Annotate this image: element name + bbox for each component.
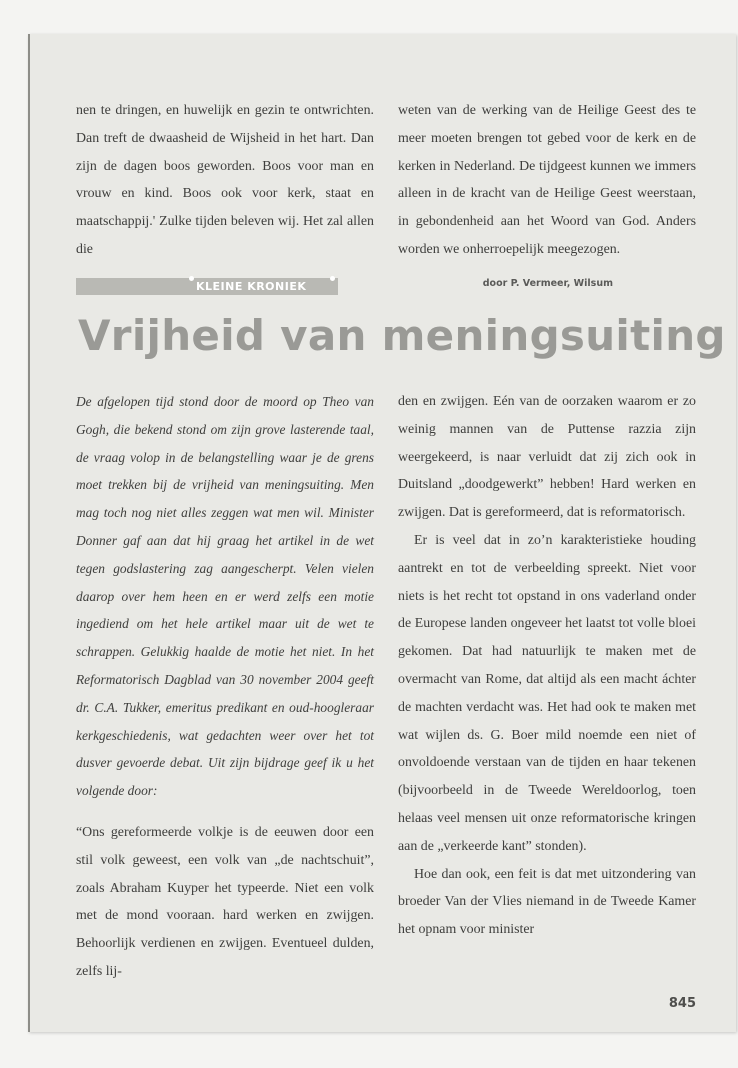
article-right-column — [398, 388, 696, 944]
author-byline: door P. Vermeer, Wilsum — [482, 278, 613, 289]
bullet-icon — [330, 276, 335, 281]
body-paragraph: den en zwijgen. Eén van de oorzaken waarom er zo weinig mannen van de Puttense razzia zijn weergekeerd, is naar verluidt dat zij zich ook in Duitsland „doodgewerkt” hebben! Hard werken en zwijgen. Dat is gereformeerd, dat is reformatorisch. — [398, 394, 696, 521]
top-right-column — [398, 97, 696, 264]
quote-paragraph: “Ons gereformeerde volkje is de eeuwen door een stil volk geweest, een volk van „de nachtschuit”, zoals Abraham Kuyper het typeerde. Niet een volk met de mond vooraan. hard werken en zwijgen. Behoorlijk verdienen en zwijgen. Eventueel dulden, zelfs lij- — [76, 824, 374, 979]
section-bar — [76, 278, 338, 295]
section-label: KLEINE KRONIEK — [196, 280, 307, 293]
article-headline: Vrijheid van meningsuiting — [78, 311, 726, 360]
bullet-icon — [189, 276, 194, 281]
article-left-column — [76, 388, 374, 986]
article-intro: De afgelopen tijd stond door de moord op Theo van Gogh, die bekend stond om zijn grove lasterende taal, de vraag volop in de belangstelling waar je de grens moet trekken bij de vrijheid van meningsuiting. Men mag toch nog niet alles zeggen wat men wil. Minister Donner gaf aan dat hij graag het artikel in de wet tegen godslastering zag aangescherpt. Velen vielen daarop over hem heen en er werd zelfs een motie ingediend om het hele artikel maar uit de wet te schrappen. Gelukkig haalde de motie het niet. In het Reformatorisch Dagblad van 30 november 2004 geeft dr. C.A. Tukker, emeritus predikant en oud-hoogleraar kerkgeschiedenis, wat gedachten weer over het tot dusver gevoerde debat. Uit zijn bijdrage geef ik u het volgende door: — [76, 394, 374, 799]
magazine-page — [28, 34, 736, 1032]
top-left-column — [76, 97, 374, 264]
body-paragraph: Er is veel dat in zo’n karakteristieke houding aantrekt en tot de verbeelding spreekt. Niet voor niets is het recht tot opstand in ons vaderland onder de Europese landen ongeveer het laatst tot volle bloei gekomen. Dat had natuurlijk te maken met de overmacht van Rome, dat altijd als een macht áchter de machten verdacht was. Het had ook te maken met wat wijlen ds. G. Boer mild noemde een niet of onvoldoende verstaan van de tijden en haar tekenen (bijvoorbeeld in de Tweede Wereldoorlog, toen helaas veel mensen uit onze reformatorische kringen aan de „verkeerde kant” stonden). — [398, 532, 696, 854]
top-left-paragraph: nen te dringen, en huwelijk en gezin te ontwrichten. Dan treft de dwaasheid de Wijsheid in het hart. Dan zijn de dagen boos geworden. Boos voor man en vrouw en kind. Boos ook voor kerk, staat en maatschappij.' Zulke tijden beleven wij. Het zal allen die — [76, 103, 374, 257]
page-number: 845 — [668, 996, 696, 1011]
top-right-paragraph: weten van de werking van de Heilige Geest des te meer moeten brengen tot gebed voor de kerk en de kerken in Nederland. De tijdgeest kunnen we immers alleen in de kracht van de Heilige Geest weerstaan, in gebondenheid aan het Woord van God. Anders worden we onherroepelijk meegezogen. — [398, 103, 696, 257]
paragraph-gap — [76, 805, 374, 819]
body-paragraph: Hoe dan ook, een feit is dat met uitzondering van broeder Van der Vlies niemand in de Tweede Kamer het opnam voor minister — [398, 866, 696, 938]
